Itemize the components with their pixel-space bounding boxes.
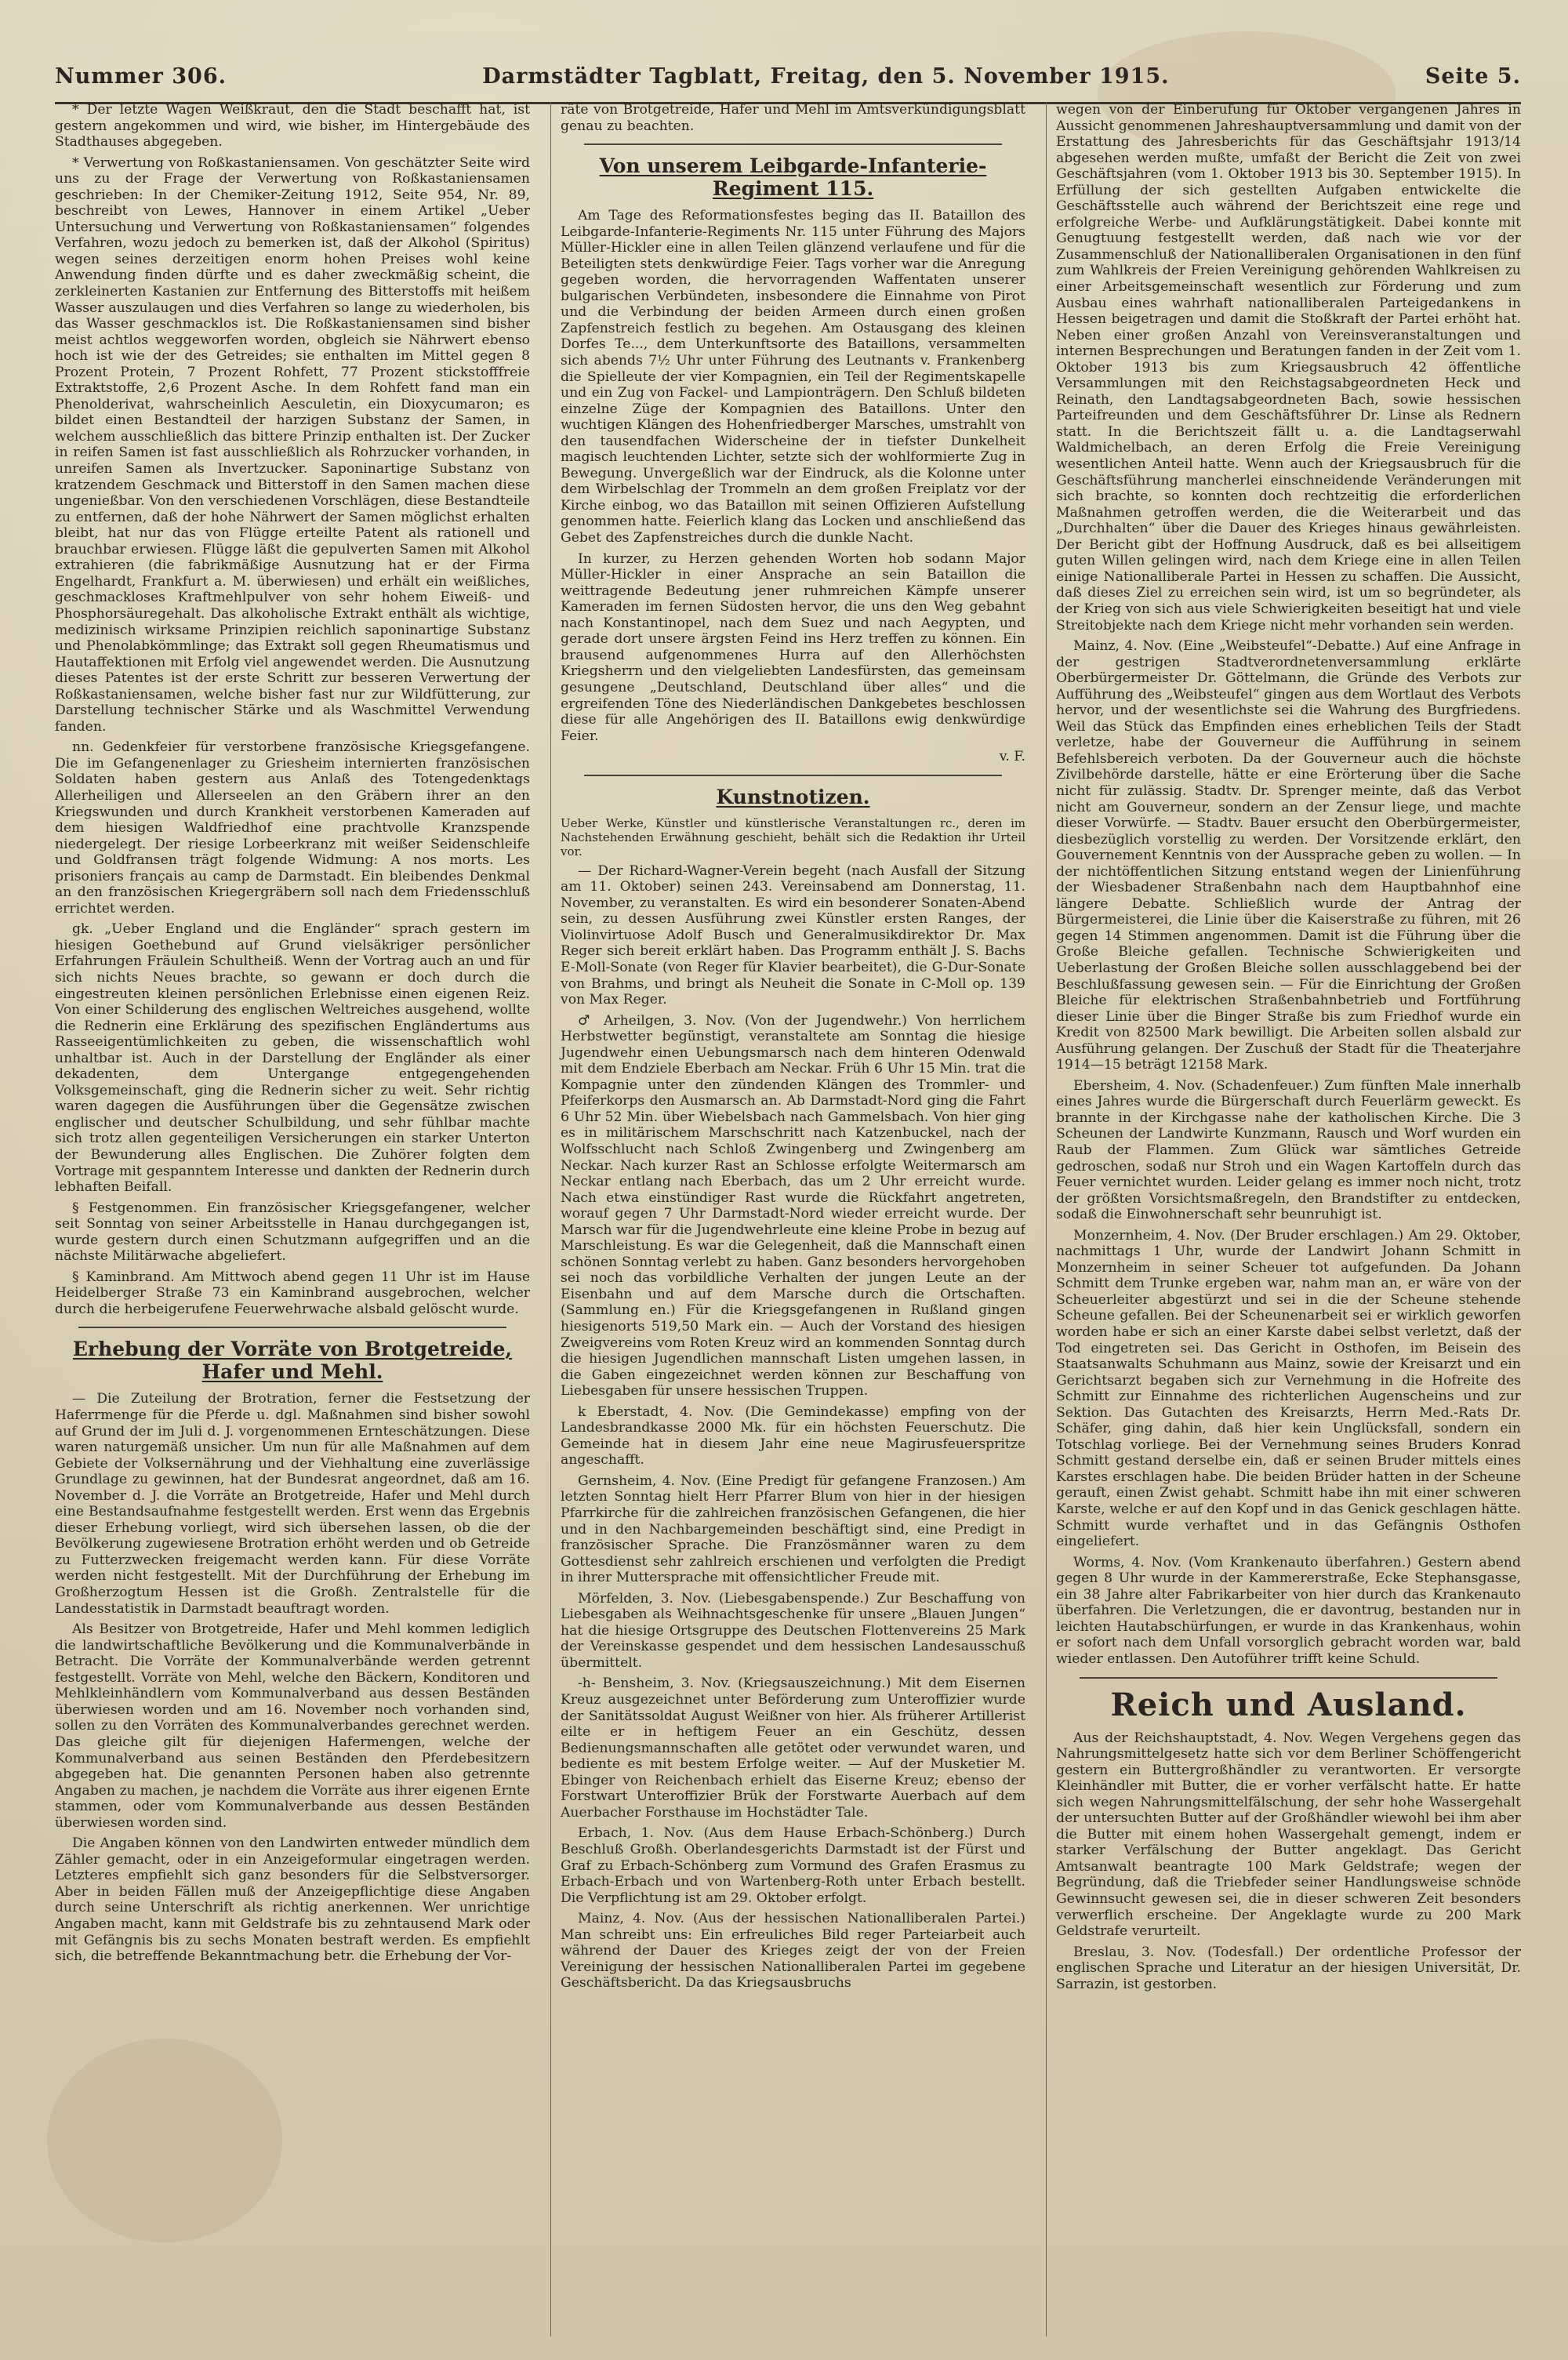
article-gedenkfeier: nn. Gedenkfeier für verstorbene französische Kriegsgefangene. Die im Gefangenenlager zu Griesheim internierten französischen Soldaten haben gestern aus Anlaß des Totengedenktags Allerheiligen und Allerseelen an den Gräbern ihrer an den Kriegswunden und durch Krankheit verstorbenen Kameraden auf dem hiesigen Waldfriedhof eine prachtvolle Kranzspende niedergelegt. Der riesige Lorbeerkranz mit weißer Seidenschleife und Goldfransen trägt folgende Widmung: A nos morts. Les prisoniers français au camp de Darmstadt. Ein bleibendes Denkmal an den französischen Kriegergräbern soll nach dem Friedensschluß errichtet werden. [55,739,530,917]
article-weisskraut: * Der letzte Wagen Weißkraut, den die Stadt beschafft hat, ist gestern angekommen und wird, wie bisher, im Hintergebäude des Stadthauses abgegeben. [55,102,530,151]
newspaper-title: Darmstädter Tagblatt, Freitag, den 5. November 1915. [482,64,1170,89]
article-kaminbrand: § Kaminbrand. Am Mittwoch abend gegen 11 Uhr ist im Hause Heidelberger Straße 73 ein Kaminbrand ausgebrochen, welcher durch die herbeigerufene Feuerwehrwache alsbald gelöscht wurde. [55,1269,530,1317]
article-vorraete-2: Als Besitzer von Brotgetreide, Hafer und Mehl kommen lediglich die landwirtschaftliche Bevölkerung und die Kommunalverbände in Betracht. Die Vorräte der Kommunalverbände werden getrennt festgestellt. Vorräte von Mehl, welche den Bäckern, Konditoren und Mehlkleinhändlern vom Kommunalverband aus dessen Beständen überwiesen worden und am 16. November noch vorhanden sind, sollen zu den Vorräten des Kommunalverbandes gerechnet werden. Das gleiche gilt für diejenigen Hafermengen, welche der Kommunalverband aus seinen Beständen den Pferdebesitzern abgegeben hat. Die genannten Personen haben also getrennte Angaben zu machen, je nachdem die Vorräte aus ihrer eigenen Ernte stammen, oder vom Kommunalverbande aus dessen Beständen überwiesen worden sind. [55,1621,530,1831]
article-columns [55,102,1521,2336]
article-erbach: Erbach, 1. Nov. (Aus dem Hause Erbach-Schönberg.) Durch Beschluß Großh. Oberlandesgerichts Darmstadt ist der Fürst und Graf zu Erbach-Schönberg zum Vormund des Grafen Erasmus zu Erbach-Erbach und von Wartenberg-Roth unter Erbach bestellt. Die Verpflichtung ist am 29. Oktober erfolgt. [561,1825,1025,1906]
article-breslau: Breslau, 3. Nov. (Todesfall.) Der ordentliche Professor der englischen Sprache und Literatur an der hiesigen Universität, Dr. Sarrazin, ist gestorben. [1056,1944,1521,1992]
article-rosskastanien: * Verwertung von Roßkastaniensamen. Von geschätzter Seite wird uns zu der Frage der Verwertung von Roßkastaniensamen geschrieben: In der Chemiker-Zeitung 1912, Seite 954, Nr. 89, beschreibt von Lewes, Hannover in einem Artikel „Ueber Untersuchung und Verwertung von Roßkastaniensamen“ folgendes Verfahren, wozu jedoch zu bemerken ist, daß der Alkohol (Spiritus) wegen seines derzeitigen enorm hohen Preises wohl keine Anwendung finden dürfte und es daher zweckmäßig scheint, die zerkleinerten Kastanien zur Entfernung des Bitterstoffs mit heißem Wasser auszulaugen und dies Verfahren so lange zu wiederholen, bis das Wasser geschmacklos ist. Die Roßkastaniensamen sind bisher meist achtlos weggeworfen worden, obgleich sie Nährwert ebenso hoch ist wie der des Getreides; sie enthalten im Mittel gegen 8 Prozent Protein, 7 Prozent Rohfett, 77 Prozent stickstofffreie Extraktstoffe, 2,6 Prozent Asche. In dem Rohfett fand man ein Phenolderivat, wahrscheinlich Aesculetin, ein Dioxycumaron; es bildet einen Bestandteil der harzigen Substanz der Samen, in welchem ausschließlich das bittere Prinzip enthalten ist. Der Zucker in reifen Samen ist fast ausschließlich als Rohrzucker vorhanden, in unreifen Samen als Invertzucker. Saponinartige Substanz von kratzendem Geschmack und Bitterstoff in den Samen machen diese ungenießbar. Von den verschiedenen Vorschlägen, diese Bestandteile zu entfernen, daß der hohe Nährwert der Samen möglichst erhalten bleibt, hat nur das von Flügge erteilte Patent als rationell und brauchbar erwiesen. Flügge läßt die gepulverten Samen mit Alkohol extrahieren (die fabrikmäßige Ausnutzung hat er der Firma Engelhardt, Frankfurt a. M. überwiesen) und erhält ein weißliches, geschmackloses Kraftmehlpulver von sehr hohem Eiweiß- und Phosphorsäuregehalt. Das alkoholische Extrakt enthält als wichtige, medizinisch wirksame Prinzipien reichlich saponinartige Substanz und Phenolabkömmlinge; das Extrakt soll gegen Rheumatismus und Hautaffektionen mit Erfolg viel angewendet werden. Die Ausnutzung dieses Patentes ist der erste Schritt zur besseren Verwertung der Roßkastaniensamen, welche bisher fast nur zur Wildfütterung, zur Darstellung technischer Stärke und als Waschmittel Verwendung fanden. [55,154,530,735]
article-worms: Worms, 4. Nov. (Vom Krankenauto überfahren.) Gestern abend gegen 8 Uhr wurde in der Kammererstraße, Ecke Stephansgasse, ein 38 Jahre alter Fabrikarbeiter von hier durch das Krankenauto überfahren. Die Verletzungen, die er davontrug, bestanden nur in leichten Hautabschürfungen, er wurde in das Krankenhaus, wohin er sofort nach dem Unfall vorsorglich gebracht worden war, bald wieder entlassen. Den Autoführer trifft keine Schuld. [1056,1554,1521,1667]
divider [1080,1677,1497,1679]
divider [78,1327,506,1328]
author-signature: v. F. [999,749,1025,765]
article-monzernheim: Monzernheim, 4. Nov. (Der Bruder erschlagen.) Am 29. Oktober, nachmittags 1 Uhr, wurde der Landwirt Johann Schmitt in Monzernheim in seiner Scheuer tot aufgefunden. Da Johann Schmitt dem Trunke ergeben war, nahm man an, er wäre von der Scheuerleiter abgestürzt und sei in die der Scheune stehende Scheune gefallen. Bei der Scheunenarbeit sei er wirklich geworfen worden habe er sich an einer Karste dabei selbst verletzt, daß der Tod eingetreten sei. Das Gericht in Osthofen, im Beisein des Staatsanwalts Schuhmann aus Mainz, sowie der Kreisarzt und ein Gerichtsarzt begaben sich zur Vernehmung in die Hofreite des Schmitt zur Einnahme des richterlichen Augenscheins und zur Sektion. Das Gutachten des Kreisarzts, Herrn Med.-Rats Dr. Schäfer, ging dahin, daß hier kein Unglücksfall, sondern ein Totschlag vorliege. Bei der Vernehmung seines Bruders Konrad Schmitt gestand derselbe ein, daß er seinen Bruder mittels eines Karstes erschlagen habe. Die beiden Brüder hatten in der Scheune gerauft, einen Zwist gehabt. Schmitt habe ihn mit einer schweren Karste, welche er auf den Kopf und in das Genick geschlagen hätte. Schmitt wurde verhaftet und in das Gefängnis Osthofen eingeliefert. [1056,1227,1521,1550]
column-2 [550,102,1025,2336]
divider [584,775,1002,776]
issue-number: Nummer 306. [55,64,227,89]
article-mainz-partei: Mainz, 4. Nov. (Aus der hessischen Nationalliberalen Partei.) Man schreibt uns: Ein erfreuliches Bild reger Parteiarbeit auch während der Dauer des Krieges zeigt der von der Freien Vereinigung der hessischen Nationalliberalen Partei im gegebene Geschäftsbericht. Da das Kriegsausbruchs [561,1911,1025,1991]
heading-reich-ausland: Reich und Ausland. [1110,1686,1467,1723]
article-ebersheim: Ebersheim, 4. Nov. (Schadenfeuer.) Zum fünften Male innerhalb eines Jahres wurde die Bürgerschaft durch Feuerlärm geweckt. Es brannte in der Kirchgasse nahe der katholischen Kirche. Die 3 Scheunen der Landwirte Kunzmann, Rausch und Worf wurden ein Raub der Flammen. Zum Glück war sämtliches Getreide gedroschen, sodaß nur Stroh und ein Wagen Kartoffeln durch das Feuer vernichtet wurden. Leider gelang es immer noch nicht, trotz der größten Vorsichtsmaßregeln, den Brandstifter zu entdecken, sodaß die Einwohnerschaft sehr beunruhigt ist. [1056,1077,1521,1223]
heading-kunstnotizen: Kunstnotizen. [716,785,870,808]
article-vorraete-3: Die Angaben können von den Landwirten entweder mündlich dem Zähler gemacht, oder in ein Anzeigeformular eingetragen werden. Letzteres empfiehlt sich ganz besonders für die Selbstversorger. Aber in beiden Fällen muß der Anzeigepflichtige diese Angaben durch seine Unterschrift als richtig anerkennen. Wer unrichtige Angaben macht, kann mit Geldstrafe bis zu zehntausend Mark oder mit Gefängnis bis zu sechs Monaten bestraft werden. Es empfiehlt sich, die betreffende Bekanntmachung betr. die Erhebung der Vor- [55,1835,530,1965]
page-number: Seite 5. [1425,64,1521,89]
article-bensheim: -h- Bensheim, 3. Nov. (Kriegsauszeichnung.) Mit dem Eisernen Kreuz ausgezeichnet unter Beförderung zum Unteroffizier wurde der Sanitätssoldat August Weißner von hier. Als früherer Artillerist eilte er in heftigem Feuer an ein Geschütz, dessen Bedienungsmannschaften alle getötet oder verwundet waren, und bediente es mit bestem Erfolge weiter. — Auf der Musketier M. Ebinger von Reichenbach erhielt das Eiserne Kreuz; ebenso der Forstwart Unteroffizier Brük der Forstwarte Auerbach auf dem Auerbacher Forsthause im Hochstädter Tale. [561,1676,1025,1821]
article-gernsheim: Gernsheim, 4. Nov. (Eine Predigt für gefangene Franzosen.) Am letzten Sonntag hielt Herr Pfarrer Blum von hier in der hiesigen Pfarrkirche für die zahlreichen französischen Gefangenen, die hier und in den Nachbargemeinden beschäftigt sind, eine Predigt in französischer Sprache. Die Französmänner waren zu dem Gottesdienst sehr zahlreich erschienen und verfolgten die Predigt in ihrer Muttersprache mit offensichtlicher Freude mit. [561,1472,1025,1586]
article-vorraete-1: — Die Zuteilung der Brotration, ferner die Festsetzung der Haferrmenge für die Pferde u. dgl. Maßnahmen sind bisher sowohl auf Grund der im Juli d. J. vorgenommenen Ernteschätzungen. Diese waren naturgemäß unsicher. Um nun für alle Maßnahmen auf dem Gebiete der Volksernährung und der Viehhaltung eine zuverlässige Grundlage zu gewinnen, hat der Bundesrat angeordnet, daß am 16. November d. J. die Vorräte an Brotgetreide, Hafer und Mehl durch eine Bestandsaufnahme festgestellt werden. Erst wenn das Ergebnis dieser Erhebung vorliegt, wird sich übersehen lassen, ob die der Bevölkerung zugewiesene Brotration erhöht werden und ob Getreide zu Futterzwecken freigemacht werden kann. Für diese Vorräte werden nicht festgestellt. Mit der Durchführung der Erhebung im Großherzogtum Hessen ist die Großh. Zentralstelle für die Landesstatistik in Darmstadt beauftragt worden. [55,1391,530,1617]
article-moerfelden: Mörfelden, 3. Nov. (Liebesgabenspende.) Zur Beschaffung von Liebesgaben als Weihnachtsgeschenke für unsere „Blauen Jungen“ hat die hiesige Ortsgruppe des Deutschen Flottenvereins 25 Mark der Vereinskasse gespendet und dem hessischen Landesausschuß übermittelt. [561,1590,1025,1671]
editorial-note: Ueber Werke, Künstler und künstlerische Veranstaltungen rc., deren im Nachstehenden Erwähnung geschieht, behält sich die Redaktion ihr Urteil vor. [561,815,1025,859]
article-reichshauptstadt: Aus der Reichshauptstadt, 4. Nov. Wegen Vergehens gegen das Nahrungsmittelgesetz hatte sich vor dem Berliner Schöffengericht gestern ein Buttergroßhändler zu verantworten. Er versorgte Kleinhändler mit Butter, die er vorher verfälscht hatte. Er hatte sich wegen Nahrungsmittelfälschung, der sehr hohe Wassergehalt der untersuchten Butter auf der Großhändler wiewohl bei ihm aber die Butter mit einem hohen Wassergehalt gemengt, indem er starker Verfälschung der Butter angeklagt. Das Gericht Amtsanwalt beantragte 100 Mark Geldstrafe; wegen der Begründung, daß die Triebfeder seiner Handlungsweise schnöde Gewinnsucht gewesen sei, die in dieser schweren Zeit besonders verwerflich erscheine. Der Angeklagte wurde zu 200 Mark Geldstrafe verurteilt. [1056,1730,1521,1940]
article-regiment-2: In kurzer, zu Herzen gehenden Worten hob sodann Major Müller-Hickler in einer Ansprache an sein Bataillon die weittragende Bedeutung jener ruhmreichen Kämpfe unserer Kameraden im fernen Südosten hervor, die uns den Weg gebahnt nach Konstantinopel, nach dem Suez und nach Aegypten, und gerade dort unsere ärgsten Feind ins Herz treffen zu können. Ein brausend aufgenommenes Hurra auf den Allerhöchsten Kriegsherrn und den vielgeliebten Landesfürsten, das gemeinsam gesungene „Deutschland, Deutschland über alles“ und die ergreifenden Töne des Niederländischen Dankgebetes beschlossen diese für alle Angehörigen des II. Bataillons ewig denkwürdige Feier. [561,550,1025,744]
heading-regiment: Von unserem Leibgarde-Infanterie-Regiment 115. [599,154,987,201]
article-festgenommen: § Festgenommen. Ein französischer Kriegsgefangener, welcher seit Sonntag von seiner Arbeitsstelle in Hanau durchgegangen ist, wurde gestern durch einen Schutzmann aufgegriffen und an die nächste Militärwache abgeliefert. [55,1200,530,1265]
article-vorraete-continued: räte von Brotgetreide, Hafer und Mehl im Amtsverkündigungsblatt genau zu beachten. [561,102,1025,134]
article-eberstadt: k Eberstadt, 4. Nov. (Die Gemindekasse) empfing von der Landesbrandkasse 2000 Mk. für ein höchsten Feuerschutz. Die Gemeinde hat in diesem Jahr eine neue Magirusfeuerspritze angeschafft. [561,1403,1025,1469]
heading-vorraete: Erhebung der Vorräte von Brotgetreide, Hafer und Mehl. [72,1338,513,1384]
article-wagner-verein: — Der Richard-Wagner-Verein begeht (nach Ausfall der Sitzung am 11. Oktober) seinen 243. Vereinsabend am Donnerstag, 11. November, zu veranstalten. Es wird ein besonderer Sonaten-Abend sein, zu dessen Ausführung zwei Künstler ersten Ranges, der Violinvirtuose Adolf Busch und Generalmusikdirektor Dr. Max Reger sich bereit erklärt haben. Das Programm enthält J. S. Bachs E-Moll-Sonate (von Reger für Klavier bearbeitet), die G-Dur-Sonate von Brahms, und bringt als Neuheit die Sonate in C-Moll op. 139 von Max Reger. [561,862,1025,1008]
column-3 [1046,102,1521,2336]
article-england-vortrag: gk. „Ueber England und die Engländer“ sprach gestern im hiesigen Goethebund auf Grund vielsäkriger persönlicher Erfahrungen Fräulein Schultheiß. Wenn der Vortrag auch an und für sich nichts Neues brachte, so gewann er doch durch die eingestreuten kleinen persönlichen Erlebnisse einen eigenen Reiz. Von einer Schilderung des englischen Weltreiches ausgehend, wollte die Rednerin eine Erklärung des spezifischen Engländertums aus Rasseeigentümlichkeiten zu geben, die wissenschaftlich wohl unhaltbar ist. Auch in der Darstellung der Engländer als einer dekadenten, dem Untergange entgegengehenden Volksgemeinschaft, ging die Rednerin sicher zu weit. Sehr richtig waren dagegen die Ausführungen über die Gegensätze zwischen englischer und deutscher Schulbildung, und sehr fühlbar machte sich trotz allen gegenteiligen Versicherungen ein starker Unterton der Bewunderung alles Englischen. Die Zuhörer folgten dem Vortrage mit gespanntem Interesse und dankten der Rednerin durch lebhaften Beifall. [55,921,530,1196]
article-partei-continued: wegen von der Einberufung für Oktober vergangenen Jahres in Aussicht genommenen Jahreshauptversammlung und damit von der Erstattung des Jahresberichts für das Geschäftsjahr 1913/14 abgesehen werden mußte, umfaßt der Bericht die Zeit von zwei Geschäftsjahren (vom 1. Oktober 1913 bis 30. September 1915). In Erfüllung der sich gestellten Aufgaben entwickelte die Geschäftsstelle auch während der Berichtszeit eine rege und erfolgreiche Werbe- und Aufklärungstätigkeit. Dabei konnte mit Genugtuung festgestellt werden, daß nach wie vor der Zusammenschluß der Nationalliberalen Organisationen in den fünf zum Wahlkreis der Freien Vereinigung gehörenden Wahlkreisen zu einer Arbeitsgemeinschaft wesentlich zur Förderung und zum Ausbau eines wahrhaft nationalliberalen Parteigedankens in Hessen beigetragen und damit die Stoßkraft der Partei erhöht hat. Neben einer großen Anzahl von Vereinsveranstaltungen und internen Besprechungen und Beratungen fanden in der Zeit vom 1. Oktober 1913 bis zum Kriegsausbruch 42 öffentliche Versammlungen mit den Reichstagsabgeordneten Heck und Reinath, den Landtagsabgeordneten Bach, sowie hessischen Parteifreunden und dem Geschäftsführer Dr. Linse als Rednern statt. In die Berichtszeit fällt u. a. die Landtagserwahl Waldmichelbach, an deren Erfolg die Freie Vereinigung wesentlichen Anteil hatte. Wenn auch der Kriegsausbruch für die Geschäftsführung mancherlei einschneidende Veränderungen mit sich brachte, so konnten doch rechtzeitig die erforderlichen Maßnahmen getroffen werden, die die Weiterarbeit und das „Durchhalten“ über die Dauer des Krieges hinaus gewährleisten. Der Bericht gibt der Hoffnung Ausdruck, daß es bei allseitigem guten Willen gelingen wird, nach dem Kriege eine in allen Teilen einige Nationalliberale Partei in Hessen zu schaffen. Die Aussicht, daß dieses Ziel zu erreichen sein wird, ist um so begründeter, als der Krieg von sich aus viele Schwierigkeiten beseitigt hat und viele Streitobjekte nach dem Kriege nicht mehr vorhanden sein werden. [1056,102,1521,634]
article-arheilgen: ♂ Arheilgen, 3. Nov. (Von der Jugendwehr.) Von herrlichem Herbstwetter begünstigt, veranstaltete am Sonntag die hiesige Jugendwehr einen Uebungsmarsch nach dem hinteren Odenwald mit dem Endziele Eberbach am Neckar. Früh 6 Uhr 15 Min. trat die Kompagnie unter den zündenden Klängen des Trommler- und Pfeiferkorps den Ausmarsch an. Ab Darmstadt-Nord ging die Fahrt 6 Uhr 52 Min. über Wiebelsbach nach Gammelsbach. Von hier ging es in militärischem Marschschritt nach Katzenbuckel, nach der Wolfsschlucht nach Schloß Zwingenberg und Zwingenberg am Neckar. Nach kurzer Rast an Schlosse erfolgte Weitermarsch am Neckar entlang nach Eberbach, das um 2 Uhr erreicht wurde. Nach etwa einstündiger Rast wurde die Rückfahrt angetreten, worauf gegen 7 Uhr Darmstadt-Nord wieder erreicht wurde. Der Marsch war für die Jugendwehrleute eine kleine Probe in bezug auf Marschleistung. Es war die Gelegenheit, daß die Mannschaft einen schönen Sonntag verlebt zu haben. Ganz besonders hervorgehoben sei noch das vorbildliche Verhalten der jungen Leute an der Eisenbahn und auf dem Marsche durch die Ortschaften. (Sammlung en.) Für die Kriegsgefangenen in Rußland gingen hiesigenorts 519,50 Mark ein. — Auch der Vorstand des hiesigen Zweigvereins vom Roten Kreuz wird an kommenden Sonntag durch die hiesigen Jugendlichen mannschaft Listen umgehen lassen, in die Gaben eingezeichnet werden können zur Beschaffung von Liebesgaben für unsere hessischen Truppen. [561,1012,1025,1400]
page-header [55,64,1521,104]
divider [584,143,1002,145]
article-weibsteufel: Mainz, 4. Nov. (Eine „Weibsteufel“-Debatte.) Auf eine Anfrage in der gestrigen Stadtverordnetenversammlung erklärte Oberbürgermeister Dr. Göttelmann, die Gründe des Verbots zur Aufführung des „Weibsteufel“ gingen aus dem Wortlaut des Verbots hervor, und der wesentlichste sei die Wahrung des Burgfriedens. Weil das Stück das Empfinden eines erheblichen Teils der Stadt verletze, habe der Gouverneur die Aufführung in seinem Befehlsbereich verboten. Da der Gouverneur auch die höchste Zivilbehörde darstelle, hätte er eine Erörterung über die Sache nicht für zulässig. Stadtv. Dr. Sprenger meinte, daß das Verbot nicht am Gouverneur, sondern an der Zensur liege, und machte dieser Vorwürfe. — Stadtv. Bauer ersucht den Oberbürgermeister, diesbezüglich vorstellig zu werden. Der Vorsitzende erklärt, den Gouvernement Kenntnis von der Aussprache geben zu wollen. — In der nichtöffentlichen Sitzung entstand wegen der Linienführung der Wiesbadener Straßenbahn nach dem Hauptbahnhof eine längere Debatte. Schließlich wurde der Antrag der Bürgermeisterei, die Linie über die Kaiserstraße zu führen, mit 26 gegen 14 Stimmen angenommen. Damit ist die Führung über die Große Bleiche gefallen. Technische Schwierigkeiten und Ueberlastung der Großen Bleiche sollen ausschlaggebend bei der Beschlußfassung gewesen sein. — Für die Einrichtung der Großen Bleiche für elektrischen Straßenbahnbetrieb und Fortführung dieser Linie über die Binger Straße bis zum Friedhof wurde ein Kredit von 82500 Mark bewilligt. Die Arbeiten sollen alsbald zur Ausführung gelangen. Der Zuschuß der Stadt für die Theaterjahre 1914—15 beträgt 12158 Mark. [1056,638,1521,1073]
column-1 [55,102,530,2336]
article-regiment-1: Am Tage des Reformationsfestes beging das II. Bataillon des Leibgarde-Infanterie-Regiments Nr. 115 unter Führung des Majors Müller-Hickler eine in allen Teilen glänzend verlaufene und für die Beteiligten stets denkwürdige Feier. Tags vorher war die Anregung gegeben worden, die hervorragenden Waffentaten unserer bulgarischen Verbündeten, insbesondere die Einnahme von Pirot und die Verbindung der beiden Armeen durch einen großen Zapfenstreich festlich zu begehen. Am Ostausgang des kleinen Dorfes Te..., dem Unterkunftsorte des Bataillons, versammelten sich abends 7½ Uhr unter Führung des Leutnants v. Frankenberg die Spielleute der vier Kompagnien, ein Teil der Regimentskapelle und ein Zug von Fackel- und Lampionträgern. Den Schluß bildeten einzelne Züge der Kompagnien des Bataillons. Unter den wuchtigen Klängen des Hohenfriedberger Marsches, umstrahlt von den tausendfachen Widerscheine der in tiefster Dunkelheit magisch leuchtenden Lichter, setzte sich der wohlformierte Zug in Bewegung. Unvergeßlich war der Eindruck, als die Kolonne unter dem Wirbelschlag der Trommeln an dem großen Freiplatz vor der Kirche einbog, wo das Bataillon mit seinen Offizieren Aufstellung genommen hatte. Feierlich klang das Locken und anschließend das Gebet des Zapfenstreiches durch die dunkle Nacht. [561,208,1025,546]
